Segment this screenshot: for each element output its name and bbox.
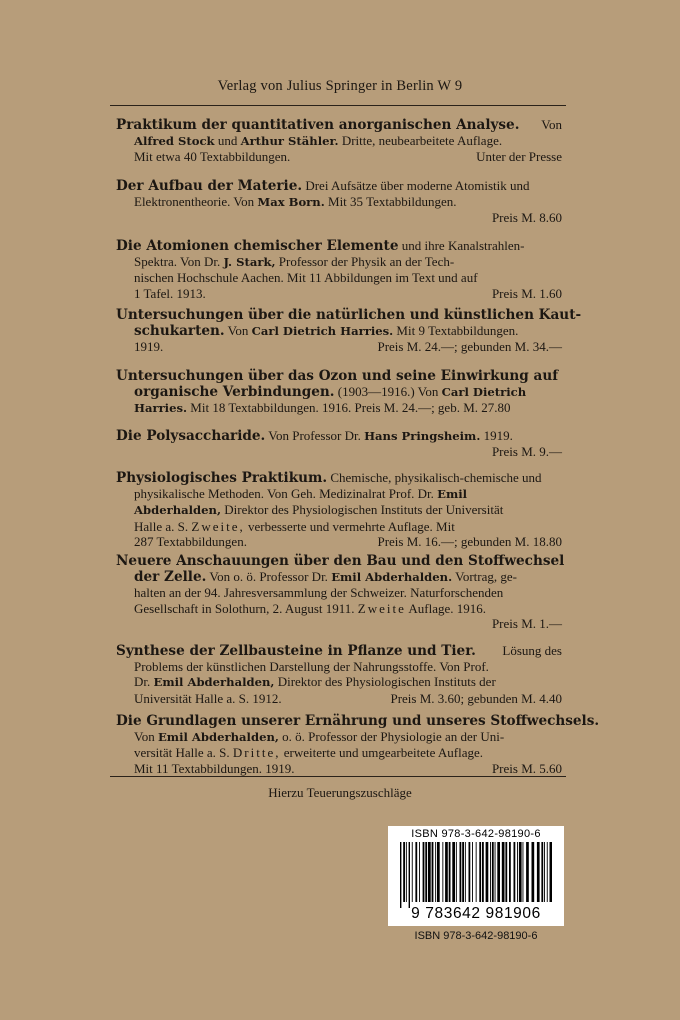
book-entry [116,643,562,706]
author-name: Max Born. [257,195,325,210]
book-title: Die Atomionen chemischer Elemente [116,238,399,254]
entry-text: Direktor des Physiologischen Instituts der [274,674,496,690]
author-name: Alfred Stock [134,134,215,149]
isbn-below-text: ISBN 978-3-642-98190-6 [414,930,538,942]
entry-line [116,286,562,301]
barcode-bar [403,842,405,902]
entry-line [116,470,562,486]
barcode-bar [532,842,535,902]
barcode-bar [432,842,434,902]
isbn-barcode-label [388,826,564,926]
entry-text: verbesserte und vermehrte Auflage. Mit [244,518,455,534]
line-text [134,270,478,285]
author-name: Abderhalden, [134,503,221,518]
barcode-bar [435,842,436,902]
line-text [492,210,562,225]
publisher-header: Verlag von Julius Springer in Berlin W 9 [217,78,463,94]
book-entry [116,307,582,355]
entry-text: Mit 18 Textabbildungen. 1916. Preis M. 24.—; geb. M. 27.80 [187,400,511,416]
entry-text: physikalische Methoden. Von Geh. Medizinalrat Prof. Dr. [134,486,438,502]
entry-text: 1919. [134,339,164,355]
entry-text: (1903—1916.) Von [334,384,442,400]
entry-line [116,270,562,285]
barcode-bar [406,842,407,902]
entry-line [116,444,562,459]
line-text [116,178,530,194]
entry-text: Lösung des [502,643,562,658]
line-text [134,254,454,270]
barcode-bar [409,842,410,908]
line-text [134,486,467,502]
book-entry [116,428,562,459]
line-text [116,307,581,323]
line-text [134,323,518,339]
entry-line [116,117,562,133]
barcode-bar [547,842,548,902]
barcode-bar [490,842,491,902]
barcode-bar [544,842,545,902]
line-text [116,553,564,569]
entry-line [116,659,562,674]
entry-line [116,323,562,339]
line-text [116,368,558,384]
author-name: Emil Abderhalden. [331,570,453,585]
barcode-bar [505,842,507,902]
entry-line [116,761,562,776]
entry-text: versität Halle a. S. [134,745,233,761]
entry-text: Halle a. S. [134,518,192,534]
line-text [116,428,513,444]
entry-text: Von [134,729,158,745]
line-text [116,238,524,254]
barcode-bar [412,842,413,902]
entry-text: Preis M. 24.—; gebunden M. 34.— [377,339,562,355]
barcode-bar [462,842,464,902]
book-title: Praktikum der quantitativen anorganischen Analyse. [116,117,520,133]
price-surcharge-note: Hierzu Teuerungszuschläge [268,785,412,800]
entry-line [116,519,562,534]
author-name: Emil Abderhalden, [153,675,275,690]
book-entry [116,553,565,631]
line-text [134,400,511,416]
author-name: Emil Abderhalden, [157,730,279,745]
entry-line [116,210,562,225]
entry-text: Universität Halle a. S. 1912. [134,690,282,706]
barcode-bar [526,842,529,902]
author-name: Arthur Stähler. [240,134,339,149]
entry-text: Chemische, physikalisch-chemische und [327,470,542,485]
barcode-bar [509,842,511,902]
entry-line [116,616,562,631]
entry-text: Drei Aufsätze über moderne Atomistik und [302,178,530,193]
barcode-bar [437,842,440,902]
author-name: J. Stark, [223,255,276,270]
line-text [134,729,504,745]
entry-line [116,486,562,502]
line-left [134,691,282,706]
book-entry [116,368,562,417]
entry-text: Von [541,117,562,132]
line-text [116,470,542,486]
entry-line [116,178,562,194]
entry-text: Professor der Physik an der Tech- [275,254,455,270]
entry-text: Unter der Presse [476,149,562,165]
barcode-bar [517,842,518,902]
barcode-bar [519,842,522,902]
book-title: Untersuchungen über die natürlichen und künstlichen Kaut- [116,307,582,323]
bottom-rule [110,776,566,777]
author-name: Hans Pringsheim. [364,429,481,443]
entry-line [116,643,562,659]
entry-text: Elektronentheorie. Von [134,194,258,210]
barcode-bar [537,842,540,902]
entry-text: Preis M. 16.—; gebunden M. 18.80 [377,533,562,549]
barcode-bar [415,842,417,902]
entry-text: 287 Textabbildungen. [134,533,247,549]
barcode-bar [445,842,448,902]
barcode-bar [425,842,427,902]
entry-line [116,691,562,706]
entry-line [116,601,562,616]
barcode-bar [423,842,425,902]
barcode-bar [452,842,455,902]
barcode-bar [419,842,420,902]
line-text [492,444,562,459]
entry-line [116,553,565,569]
book-entry [116,470,562,549]
entry-line [116,339,562,354]
barcode-bar [492,842,494,902]
entry-text: Spektra. Von Dr. [134,254,224,270]
book-title: organische Verbindungen. [134,384,335,401]
book-title: Physiologisches Praktikum. [116,470,328,486]
entry-text: Dritte, [232,745,281,761]
entry-line [116,400,562,416]
line-text [492,616,562,631]
barcode-image [400,842,552,908]
entry-text: Preis M. 3.60; gebunden M. 4.40 [390,690,562,706]
entry-text: Dr. [134,674,154,690]
book-entry [116,238,562,301]
entry-text: Vortrag, ge- [452,569,517,585]
entry-text: 1 Tafel. 1913. [134,285,206,301]
entry-line [116,745,562,760]
book-title: Die Polysaccharide. [116,428,266,444]
entry-line [116,729,562,745]
entry-text: o. ö. Professor der Physiologie an der Uni- [278,729,505,745]
book-title: Die Grundlagen unserer Ernährung und unseres Stoffwechsels. [116,713,600,729]
barcode-bar [502,842,505,902]
book-entry [116,117,562,165]
barcode-bar [482,842,484,902]
book-title: Untersuchungen über das Ozon und seine Einwirkung auf [116,368,559,384]
barcode-bar [550,842,553,902]
line-text [134,519,455,534]
entry-text: Gesellschaft in Solothurn, 2. August 1911. [134,600,358,616]
line-text [134,133,502,149]
book-title: der Zelle. [134,569,207,586]
barcode-bar [523,842,524,902]
author-name: Harries. [134,401,188,416]
entry-line [116,502,562,518]
line-text [134,384,526,400]
barcode-bar [472,842,473,902]
entry-text: Preis M. 1.60 [491,285,562,301]
entry-text: 1919. [480,428,513,443]
line-left [116,117,519,133]
entry-text: Auflage. 1916. [405,600,487,616]
book-title: Neuere Anschauungen über den Bau und den Stoffwechsel [116,553,565,569]
line-left [134,339,163,354]
entry-line [116,384,562,400]
entry-text: Preis M. 1.— [491,615,562,631]
entry-line [116,307,582,323]
entry-text: Mit 11 Textabbildungen. 1919. [134,760,295,776]
entry-line [116,674,562,690]
line-text [134,502,503,518]
entry-line [116,194,562,210]
barcode-bar [495,842,496,902]
author-name: Carl Dietrich Harries. [251,324,394,339]
line-left [134,149,290,164]
line-left [134,534,247,549]
line-text [134,569,517,585]
barcode-bar [476,842,477,902]
barcode-bar [456,842,457,902]
barcode-bar [497,842,500,902]
barcode-bar [469,842,471,902]
entry-line [116,534,562,549]
book-title: Synthese der Zellbausteine in Pflanze und Tier. [116,643,476,659]
book-title: schukarten. [134,323,225,340]
entry-text: und [214,133,241,149]
book-entry [116,178,562,226]
line-text [134,601,486,616]
isbn-top-text: ISBN 978-3-642-98190-6 [411,828,541,840]
barcode-bar [514,842,516,902]
barcode-bar [460,842,462,902]
entry-line [116,133,562,149]
barcode-bar [428,842,431,902]
entry-line [116,569,562,585]
book-entry [116,713,600,776]
line-text [134,745,483,760]
line-text [134,674,496,690]
entry-text: Preis M. 9.— [491,444,562,460]
entry-text: Zweite, [191,518,245,534]
line-left [134,761,295,776]
entry-text: Dritte, neubearbeitete Auflage. [338,133,503,149]
entry-text: Preis M. 8.60 [491,210,562,226]
entry-line [116,713,600,729]
entry-text: Von [224,323,252,339]
barcode-bar [449,842,451,902]
entry-text: Mit 35 Textabbildungen. [324,194,457,210]
entry-text: Zweite [357,600,406,616]
barcode-bar [486,842,489,902]
entry-text: Mit etwa 40 Textabbildungen. [134,149,291,165]
author-name: Carl Dietrich [441,385,527,400]
line-text [134,659,489,674]
line-left [134,286,206,301]
entry-line [116,254,562,270]
barcode-bar [541,842,543,902]
line-left [116,643,476,659]
entry-line [116,428,562,444]
book-title: Der Aufbau der Materie. [116,178,303,194]
entry-text: Preis M. 5.60 [491,760,562,776]
barcode-bar [442,842,443,902]
barcode-bar [465,842,466,902]
barcode-bar [400,842,401,908]
entry-text: Mit 9 Textabbildungen. [393,323,519,339]
barcode-bar [479,842,481,902]
top-rule [110,105,566,106]
entry-text: halten an der 94. Jahresversammlung der Schweizer. Naturforschenden [134,585,504,601]
entry-line [116,585,562,600]
author-name: Emil [437,487,468,502]
entry-text: Problems der künstlichen Darstellung der Nahrungsstoffe. Von Prof. [134,659,489,675]
entry-line [116,238,562,254]
entry-line [116,368,562,384]
entry-line [116,149,562,164]
entry-text: Von o. ö. Professor Dr. [206,569,332,585]
entry-text: Von Professor Dr. [265,428,365,443]
entry-text: Direktor des Physiologischen Instituts der Universität [221,502,504,518]
line-text [134,585,503,600]
line-text [134,194,457,210]
entry-text: erweiterte und umgearbeitete Auflage. [280,745,483,761]
line-text [116,713,599,729]
isbn-digits: 9 783642 981906 [411,905,541,922]
entry-text: nischen Hochschule Aachen. Mit 11 Abbildungen im Text und auf [134,270,478,286]
entry-text: und ihre Kanalstrahlen- [398,238,525,253]
